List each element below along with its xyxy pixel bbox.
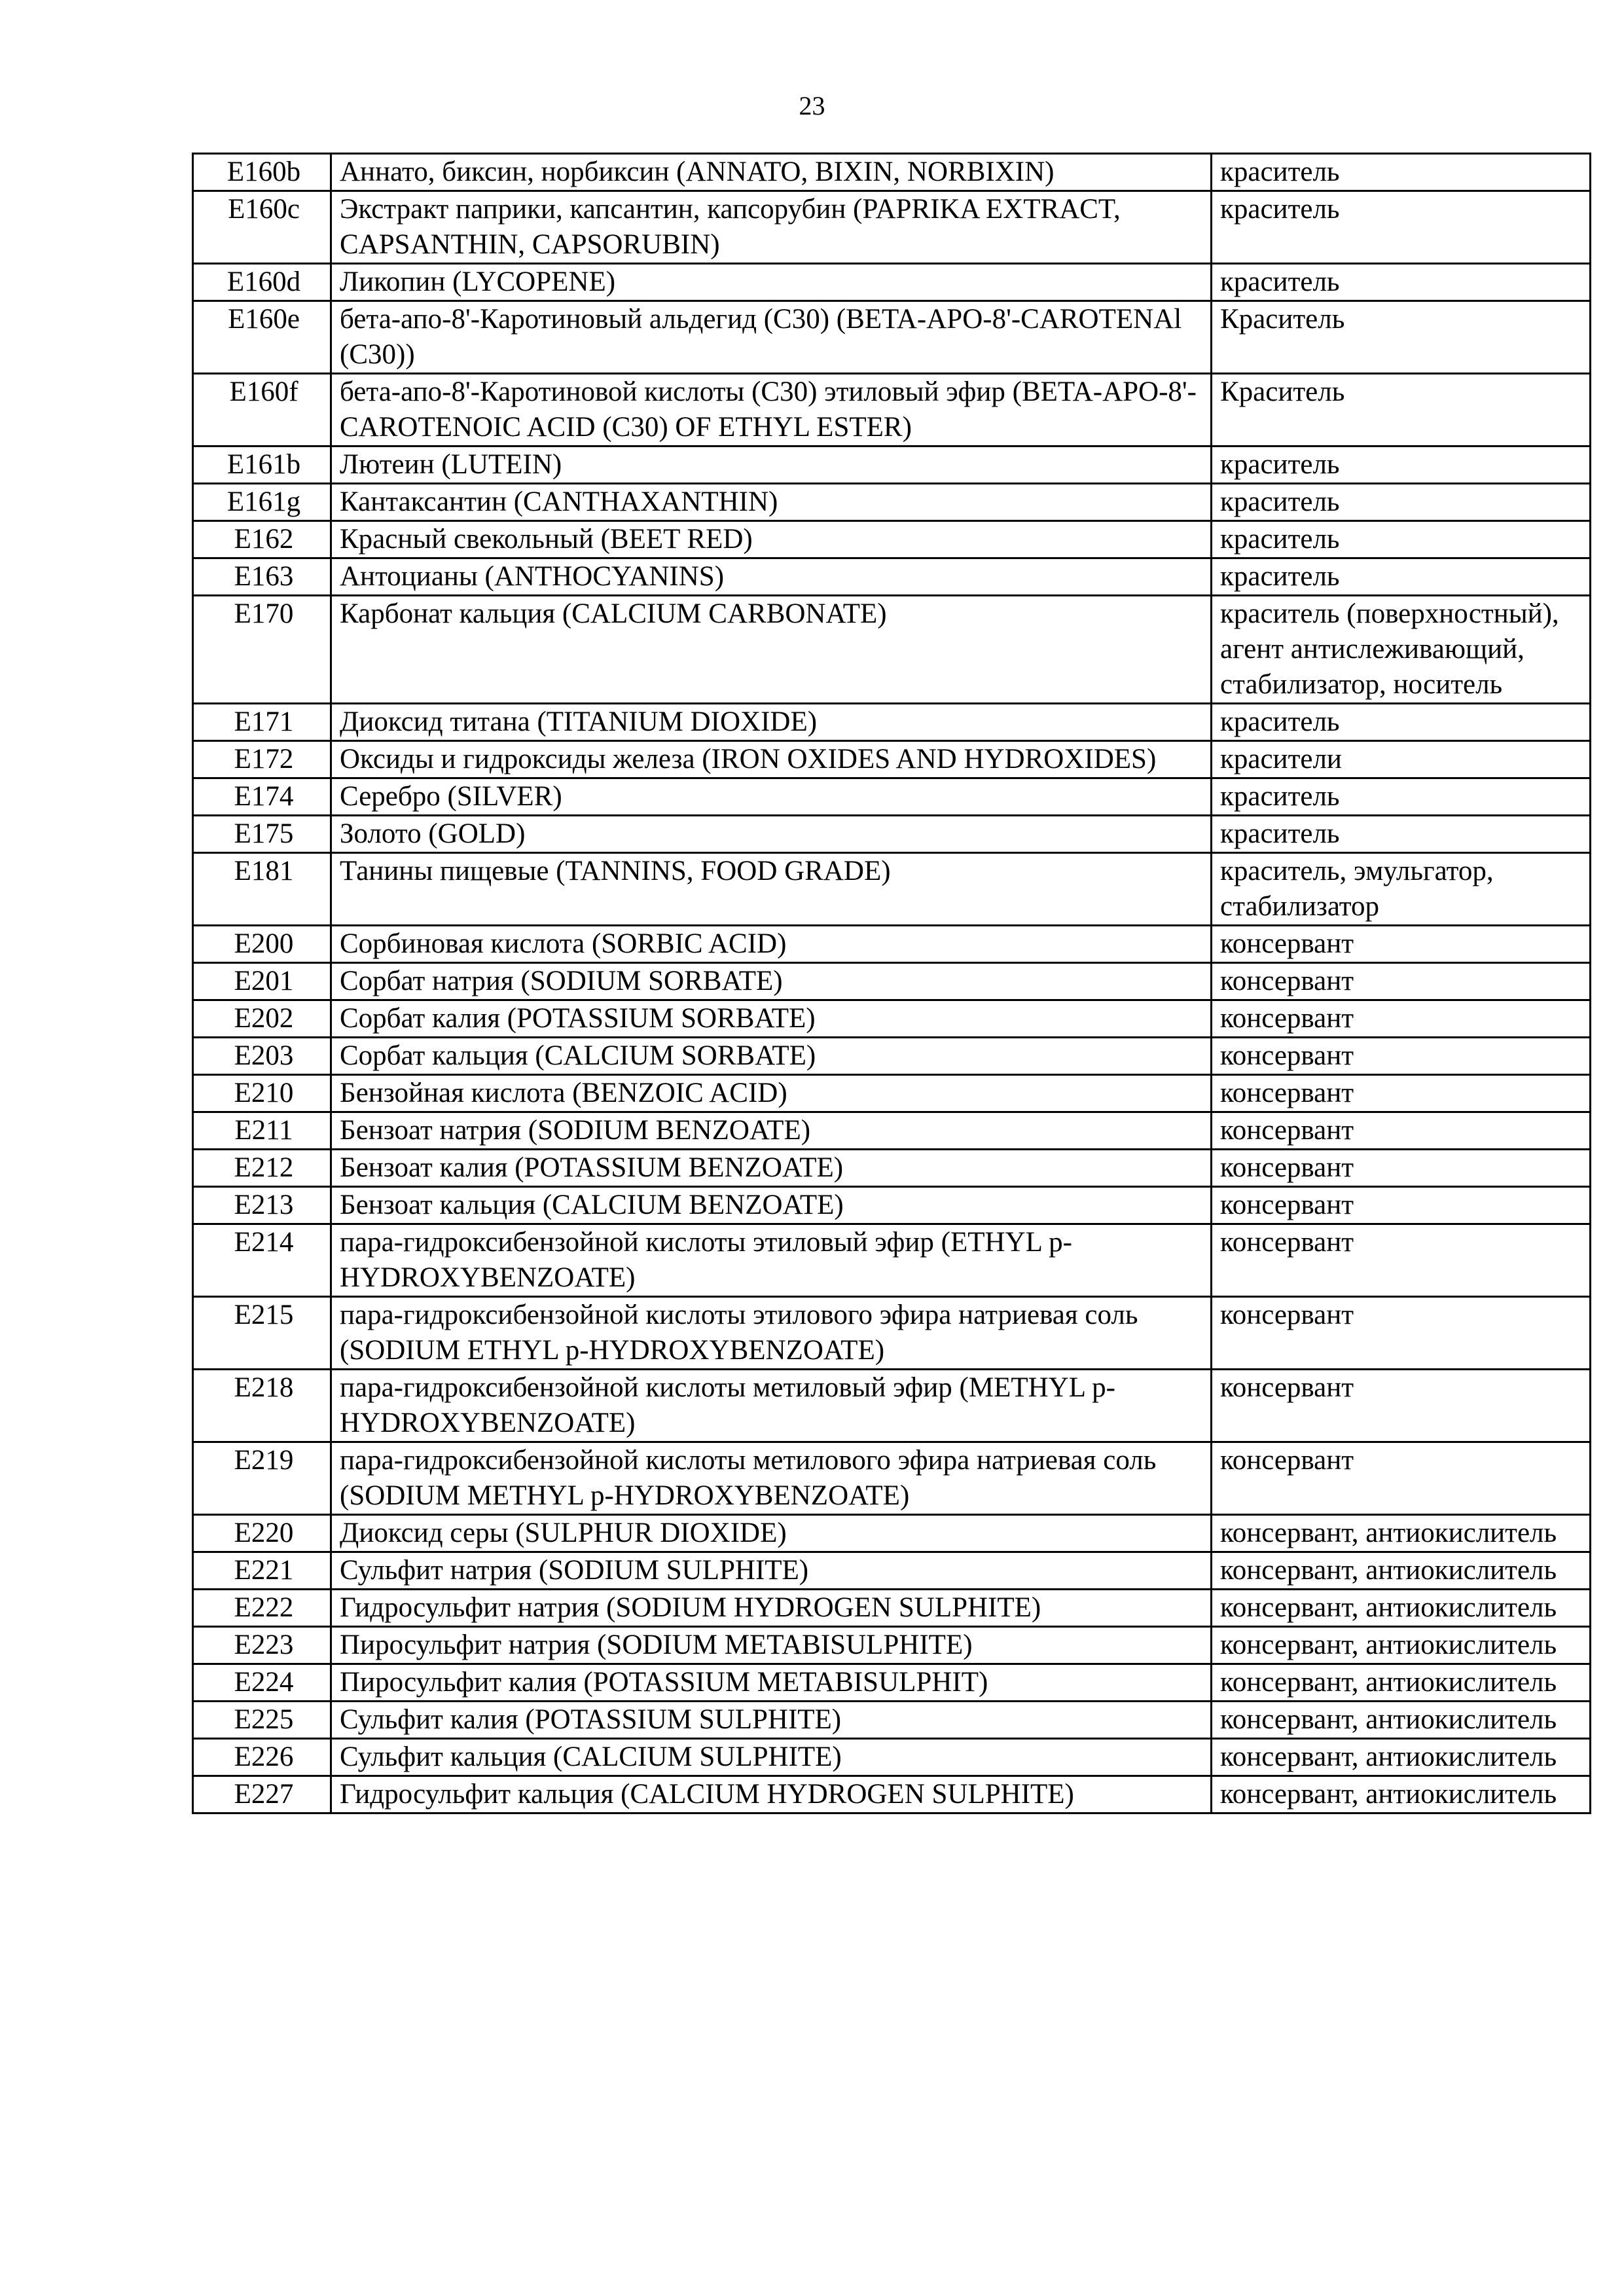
additive-code-cell: E218 <box>193 1370 331 1442</box>
additive-name-cell: Бензоат кальция (CALCIUM BENZOATE) <box>331 1187 1212 1224</box>
table-row <box>193 1702 1591 1739</box>
additive-code-cell: E161g <box>193 484 331 521</box>
additive-code-cell: E170 <box>193 596 331 704</box>
additive-name-cell: Пиросульфит калия (POTASSIUM METABISULPHIT) <box>331 1664 1212 1702</box>
additive-code-cell: E161b <box>193 446 331 484</box>
additive-name-cell: бета-апо-8'-Каротиновый альдегид (C30) (BETA-APO-8'-CAROTENAl (C30)) <box>331 301 1212 374</box>
additive-name-cell: бета-апо-8'-Каротиновой кислоты (C30) этиловый эфир (BETA-APO-8'-CAROTENOIC ACID (C30) OF ETHYL ESTER) <box>331 374 1212 446</box>
additive-name-cell: Аннато, биксин, норбиксин (ANNATO, BIXIN, NORBIXIN) <box>331 154 1212 191</box>
additive-code-cell: E160f <box>193 374 331 446</box>
table-row <box>193 1150 1591 1187</box>
additive-function-cell: консервант <box>1212 1075 1591 1112</box>
table-row <box>193 1515 1591 1552</box>
table-row <box>193 1224 1591 1297</box>
additive-function-cell: консервант <box>1212 1224 1591 1297</box>
additive-function-cell: красители <box>1212 741 1591 778</box>
additive-function-cell: консервант, антиокислитель <box>1212 1552 1591 1590</box>
additive-name-cell: Сульфит натрия (SODIUM SULPHITE) <box>331 1552 1212 1590</box>
additive-code-cell: E215 <box>193 1297 331 1370</box>
additive-code-cell: E224 <box>193 1664 331 1702</box>
additive-name-cell: Гидросульфит кальция (CALCIUM HYDROGEN SULPHITE) <box>331 1776 1212 1813</box>
additive-name-cell: пара-гидроксибензойной кислоты метиловый эфир (METHYL p-HYDROXYBENZOATE) <box>331 1370 1212 1442</box>
table-row <box>193 1370 1591 1442</box>
additive-function-cell: консервант, антиокислитель <box>1212 1739 1591 1776</box>
table-row <box>193 1187 1591 1224</box>
table-row <box>193 1000 1591 1038</box>
additive-function-cell: консервант <box>1212 963 1591 1000</box>
additive-function-cell: краситель <box>1212 484 1591 521</box>
table-body <box>193 154 1591 1813</box>
additive-function-cell: Краситель <box>1212 301 1591 374</box>
additive-function-cell: консервант <box>1212 1112 1591 1150</box>
additive-code-cell: E200 <box>193 926 331 963</box>
table-row <box>193 1442 1591 1515</box>
additive-name-cell: Карбонат кальция (CALCIUM CARBONATE) <box>331 596 1212 704</box>
additive-function-cell: краситель <box>1212 264 1591 301</box>
additive-name-cell: Ликопин (LYCOPENE) <box>331 264 1212 301</box>
table-row <box>193 558 1591 596</box>
table-row <box>193 704 1591 741</box>
additive-name-cell: Лютеин (LUTEIN) <box>331 446 1212 484</box>
additive-code-cell: E160d <box>193 264 331 301</box>
table-row <box>193 1075 1591 1112</box>
table-row <box>193 301 1591 374</box>
table-row <box>193 853 1591 926</box>
additive-name-cell: Сорбат калия (POTASSIUM SORBATE) <box>331 1000 1212 1038</box>
additive-code-cell: E225 <box>193 1702 331 1739</box>
table-row <box>193 484 1591 521</box>
table-row <box>193 963 1591 1000</box>
table-row <box>193 154 1591 191</box>
additive-name-cell: Сульфит кальция (CALCIUM SULPHITE) <box>331 1739 1212 1776</box>
additive-function-cell: консервант, антиокислитель <box>1212 1776 1591 1813</box>
additive-function-cell: краситель (поверхностный), агент антислеживающий, стабилизатор, носитель <box>1212 596 1591 704</box>
additive-name-cell: Бензойная кислота (BENZOIC ACID) <box>331 1075 1212 1112</box>
table-row <box>193 374 1591 446</box>
additive-code-cell: E219 <box>193 1442 331 1515</box>
additive-name-cell: Бензоат калия (POTASSIUM BENZOATE) <box>331 1150 1212 1187</box>
table-row <box>193 741 1591 778</box>
page-number: 23 <box>799 91 825 120</box>
additive-name-cell: Красный свекольный (BEET RED) <box>331 521 1212 558</box>
food-additives-table <box>192 153 1591 1814</box>
additive-code-cell: E163 <box>193 558 331 596</box>
additive-function-cell: консервант, антиокислитель <box>1212 1590 1591 1627</box>
additive-function-cell: краситель <box>1212 154 1591 191</box>
additive-code-cell: E214 <box>193 1224 331 1297</box>
additive-code-cell: E160c <box>193 191 331 264</box>
additive-name-cell: Сорбат натрия (SODIUM SORBATE) <box>331 963 1212 1000</box>
additive-function-cell: консервант <box>1212 926 1591 963</box>
additive-code-cell: E160b <box>193 154 331 191</box>
table-row <box>193 264 1591 301</box>
additive-code-cell: E220 <box>193 1515 331 1552</box>
additive-name-cell: Гидросульфит натрия (SODIUM HYDROGEN SULPHITE) <box>331 1590 1212 1627</box>
additive-name-cell: пара-гидроксибензойной кислоты этилового эфира натриевая соль (SODIUM ETHYL p-HYDROXYBENZOATE) <box>331 1297 1212 1370</box>
additive-code-cell: E210 <box>193 1075 331 1112</box>
additive-name-cell: Пиросульфит натрия (SODIUM METABISULPHITE) <box>331 1627 1212 1664</box>
table-row <box>193 1552 1591 1590</box>
additive-code-cell: E213 <box>193 1187 331 1224</box>
additive-code-cell: E175 <box>193 816 331 853</box>
additive-function-cell: краситель <box>1212 521 1591 558</box>
additive-code-cell: E221 <box>193 1552 331 1590</box>
additive-name-cell: Сульфит калия (POTASSIUM SULPHITE) <box>331 1702 1212 1739</box>
additive-function-cell: консервант <box>1212 1038 1591 1075</box>
additive-name-cell: Сорбиновая кислота (SORBIC ACID) <box>331 926 1212 963</box>
table-row <box>193 1627 1591 1664</box>
additive-code-cell: E160e <box>193 301 331 374</box>
additive-function-cell: консервант <box>1212 1150 1591 1187</box>
additive-code-cell: E171 <box>193 704 331 741</box>
additive-name-cell: Бензоат натрия (SODIUM BENZOATE) <box>331 1112 1212 1150</box>
table-row <box>193 1112 1591 1150</box>
table-row <box>193 1739 1591 1776</box>
table-row <box>193 521 1591 558</box>
additive-name-cell: Золото (GOLD) <box>331 816 1212 853</box>
table-row <box>193 1776 1591 1813</box>
additive-function-cell: краситель <box>1212 446 1591 484</box>
additive-function-cell: краситель <box>1212 558 1591 596</box>
additive-function-cell: консервант <box>1212 1442 1591 1515</box>
additive-name-cell: Серебро (SILVER) <box>331 778 1212 816</box>
additive-code-cell: E226 <box>193 1739 331 1776</box>
additive-name-cell: Антоцианы (ANTHOCYANINS) <box>331 558 1212 596</box>
additive-code-cell: E203 <box>193 1038 331 1075</box>
additive-function-cell: краситель <box>1212 191 1591 264</box>
table-row <box>193 1590 1591 1627</box>
additive-code-cell: E227 <box>193 1776 331 1813</box>
additive-code-cell: E202 <box>193 1000 331 1038</box>
additive-function-cell: консервант, антиокислитель <box>1212 1515 1591 1552</box>
additive-function-cell: консервант <box>1212 1000 1591 1038</box>
additive-code-cell: E172 <box>193 741 331 778</box>
table-row <box>193 1297 1591 1370</box>
additive-function-cell: краситель <box>1212 704 1591 741</box>
additive-function-cell: консервант <box>1212 1297 1591 1370</box>
additive-code-cell: E162 <box>193 521 331 558</box>
table-row <box>193 1038 1591 1075</box>
additive-code-cell: E211 <box>193 1112 331 1150</box>
table-row <box>193 926 1591 963</box>
additive-function-cell: краситель <box>1212 816 1591 853</box>
additive-function-cell: консервант <box>1212 1187 1591 1224</box>
additive-name-cell: Кантаксантин (CANTHAXANTHIN) <box>331 484 1212 521</box>
additive-name-cell: Диоксид серы (SULPHUR DIOXIDE) <box>331 1515 1212 1552</box>
additive-name-cell: Сорбат кальция (CALCIUM SORBATE) <box>331 1038 1212 1075</box>
additive-name-cell: Оксиды и гидроксиды железа (IRON OXIDES AND HYDROXIDES) <box>331 741 1212 778</box>
table-row <box>193 446 1591 484</box>
table-row <box>193 778 1591 816</box>
additive-function-cell: краситель <box>1212 778 1591 816</box>
additive-code-cell: E201 <box>193 963 331 1000</box>
additive-function-cell: консервант, антиокислитель <box>1212 1627 1591 1664</box>
additive-code-cell: E222 <box>193 1590 331 1627</box>
additive-function-cell: Краситель <box>1212 374 1591 446</box>
additive-function-cell: консервант, антиокислитель <box>1212 1702 1591 1739</box>
additive-name-cell: пара-гидроксибензойной кислоты этиловый эфир (ETHYL p-HYDROXYBENZOATE) <box>331 1224 1212 1297</box>
additive-function-cell: консервант <box>1212 1370 1591 1442</box>
additive-code-cell: E223 <box>193 1627 331 1664</box>
additive-name-cell: пара-гидроксибензойной кислоты метилового эфира натриевая соль (SODIUM METHYL p-HYDROXYBENZOATE) <box>331 1442 1212 1515</box>
table-row <box>193 1664 1591 1702</box>
table-row <box>193 816 1591 853</box>
additive-name-cell: Экстракт паприки, капсантин, капсорубин (PAPRIKA EXTRACT, CAPSANTHIN, CAPSORUBIN) <box>331 191 1212 264</box>
additive-function-cell: краситель, эмульгатор, стабилизатор <box>1212 853 1591 926</box>
table-row <box>193 596 1591 704</box>
additive-function-cell: консервант, антиокислитель <box>1212 1664 1591 1702</box>
table-row <box>193 191 1591 264</box>
additive-code-cell: E212 <box>193 1150 331 1187</box>
additive-code-cell: E181 <box>193 853 331 926</box>
additive-name-cell: Танины пищевые (TANNINS, FOOD GRADE) <box>331 853 1212 926</box>
additive-name-cell: Диоксид титана (TITANIUM DIOXIDE) <box>331 704 1212 741</box>
additive-code-cell: E174 <box>193 778 331 816</box>
